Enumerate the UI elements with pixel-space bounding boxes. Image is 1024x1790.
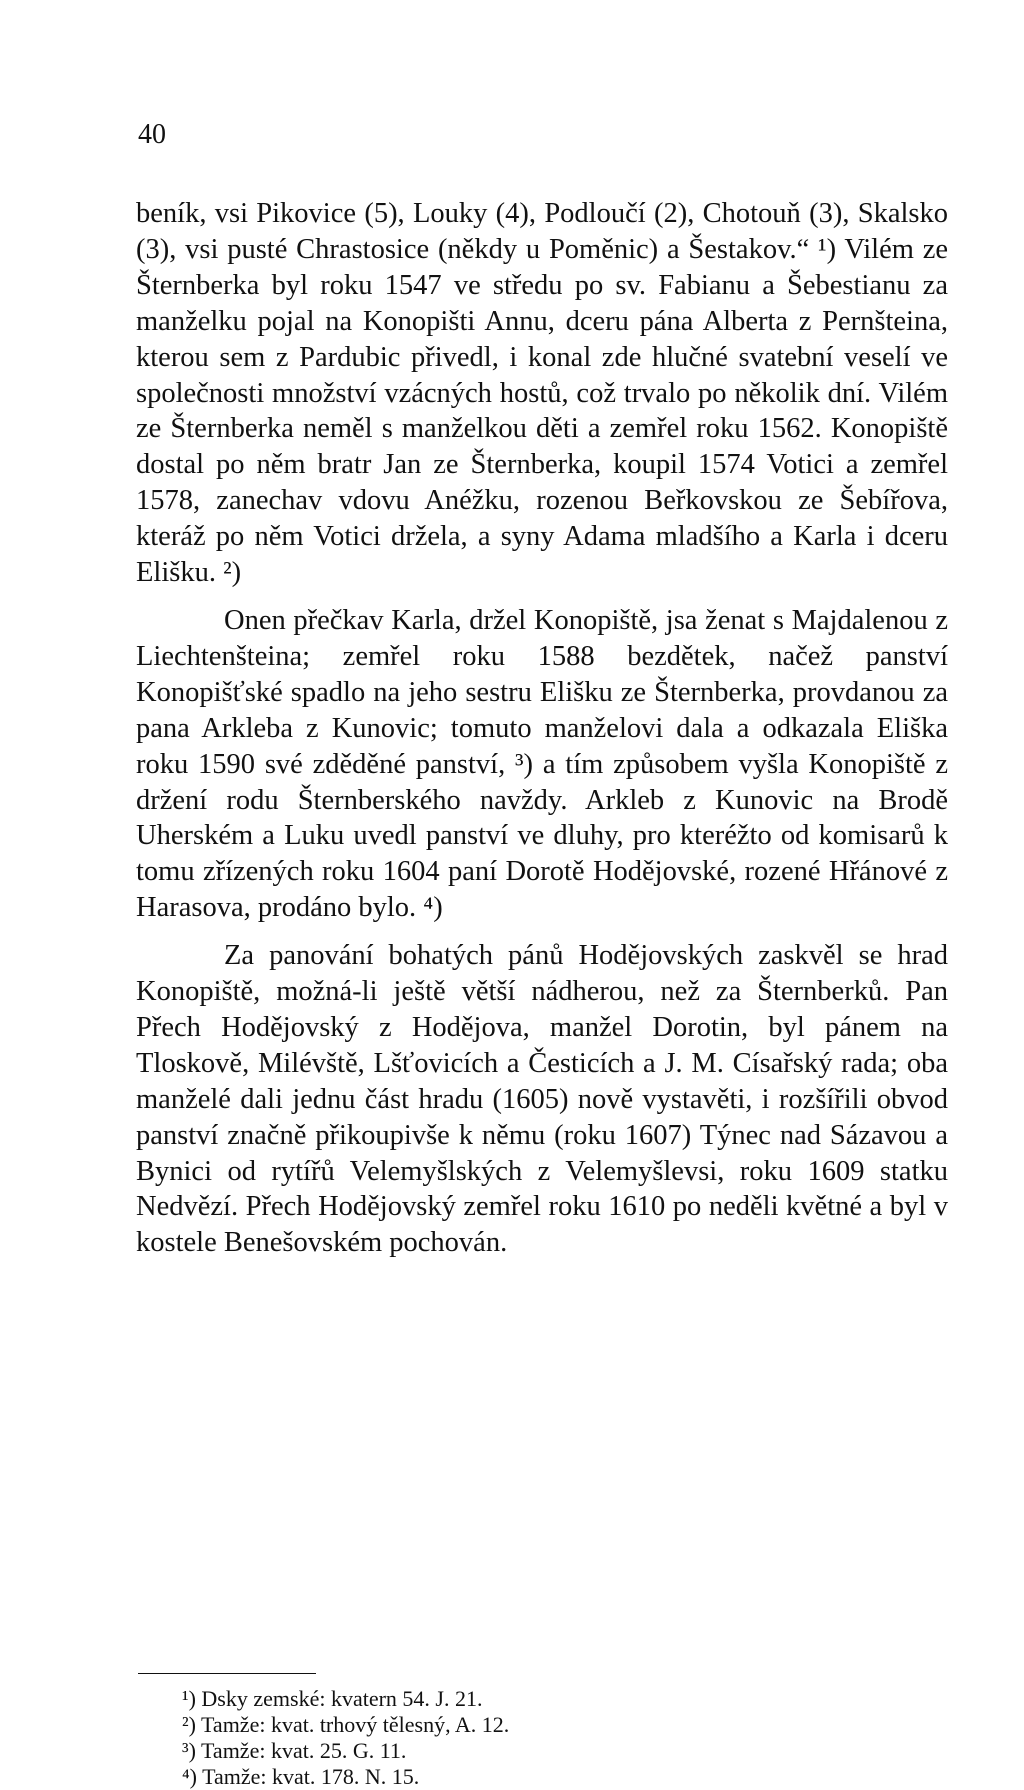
page-number: 40 — [138, 119, 166, 150]
paragraph-2: Onen přečkav Karla, držel Konopiště, jsa ženat s Majdalenou z Liechtenšteina; zemřel roku 1588 bezdětek, načež panství Konopišťské spadlo na jeho sestru Elišku ze Šternberka, provdanou za pana Arkleba z Kunovic; tomuto manželovi dala a odkazala Eliška roku 1590 své zděděné panství, ³) a tím způsobem vyšla Konopiště z držení rodu Šternberského navždy. Arkleb z Kunovic na Brodě Uherském a Luku uvedl panství ve dluhy, pro kteréžto od komisarů k tomu zřízených roku 1604 paní Dorotě Hodějovské, rozené Hřánové z Harasova, prodáno bylo. ⁴) — [136, 604, 948, 924]
footnote-separator — [138, 1673, 316, 1674]
body-text — [136, 196, 948, 1261]
paragraph-1: beník, vsi Pikovice (5), Louky (4), Podloučí (2), Chotouň (3), Skalsko (3), vsi pusté Chrastosice (někdy u Poměnic) a Šestakov.“ ¹) Vilém ze Šternberka byl roku 1547 ve středu po sv. Fabianu a Šebestianu za manželku pojal na Konopišti Annu, dceru pána Alberta z Pernšteina, kterou sem z Pardubic přivedl, i konal zde hlučné svatební veselí ve společnosti množství vzácných hostů, což trvalo po několik dní. Vilém ze Šternberka neměl s manželkou děti a zemřel roku 1562. Konopiště dostal po něm bratr Jan ze Šternberka, koupil 1574 Votici a zemřel 1578, zanechav vdovu Anéžku, rozenou Beřkovskou ze Šebířova, kteráž po něm Votici držela, a syny Adama mladšího a Karla i dceru Elišku. ²) — [136, 198, 948, 589]
footnote-4: ⁴) Tamže: kvat. 178. N. 15. — [182, 1764, 420, 1789]
footnotes — [182, 1686, 882, 1790]
footnote-1: ¹) Dsky zemské: kvatern 54. J. 21. — [182, 1686, 483, 1711]
footnote-2: ²) Tamže: kvat. trhový tělesný, A. 12. — [182, 1712, 510, 1737]
paragraph-3: Za panování bohatých pánů Hodějovských zaskvěl se hrad Konopiště, možná-li ještě větší nádherou, než za Šternberků. Pan Přech Hodějovský z Hodějova, manžel Dorotin, byl pánem na Tloskově, Milévště, Lšťovicích a Česticích a J. M. Císařský rada; oba manželé dali jednu část hradu (1605) nově vystavěti, i rozšířili obvod panství značně přikoupivše k němu (roku 1607) Týnec nad Sázavou a Bynici od rytířů Velemyšlských z Velemyšlevsi, roku 1609 statku Nedvězí. Přech Hodějovský zemřel roku 1610 po neděli květné a byl v kostele Benešovském pochován. — [136, 940, 948, 1259]
footnote-3: ³) Tamže: kvat. 25. G. 11. — [182, 1738, 407, 1763]
